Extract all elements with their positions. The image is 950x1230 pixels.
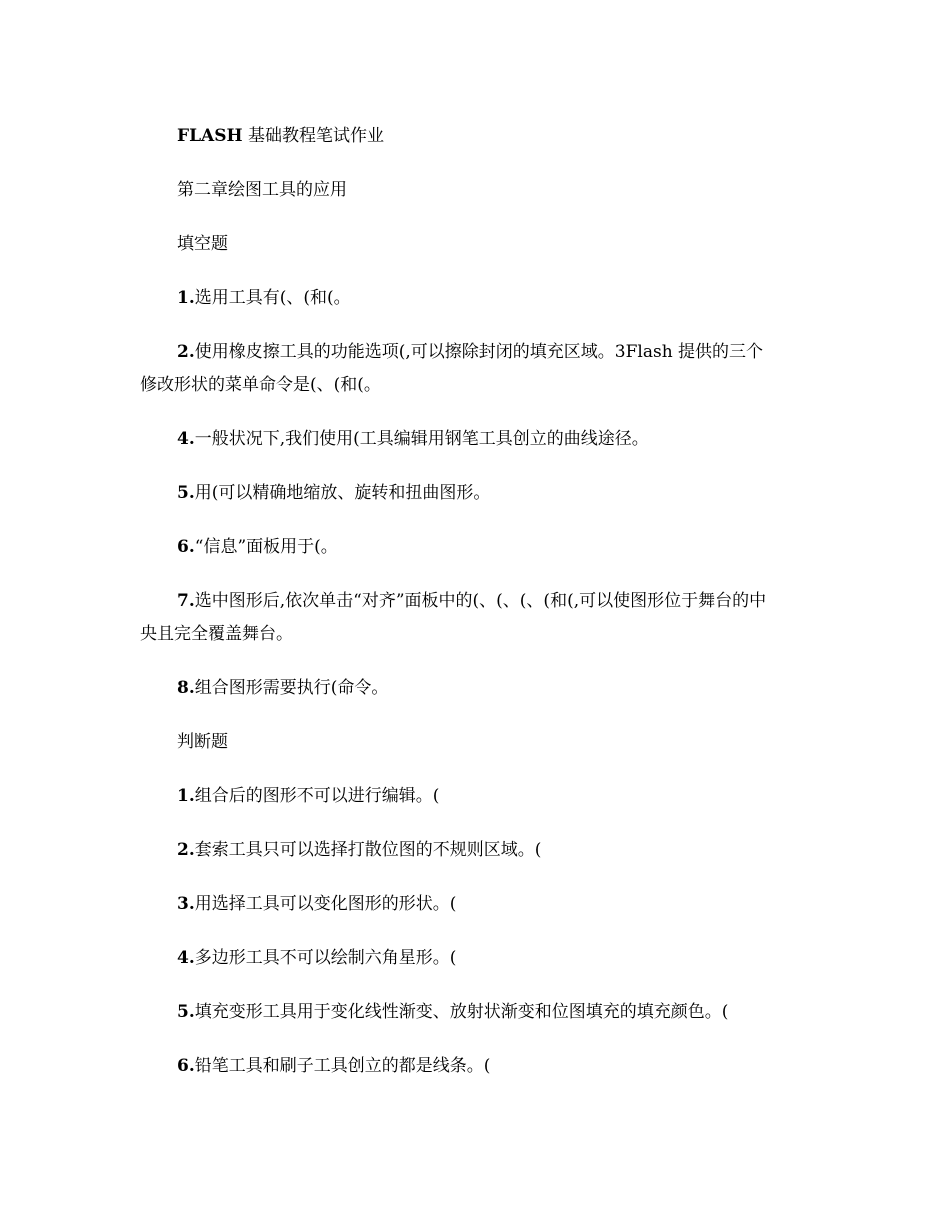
question-text: “信息”面板用于(。: [194, 537, 338, 557]
question-number: 4.: [177, 429, 195, 449]
question-line: [140, 284, 857, 312]
judge-heading: 判断题: [177, 732, 228, 752]
question-number: 6.: [177, 537, 195, 557]
question-text: 用(可以精确地缩放、旋转和扭曲图形。: [194, 483, 491, 503]
question-number: 1.: [177, 786, 195, 806]
question-number: 8.: [177, 678, 195, 698]
question-line: [140, 338, 857, 366]
question-number: 6.: [177, 1056, 195, 1076]
question-line: [140, 587, 857, 615]
title-rest: 基础教程笔试作业: [242, 126, 384, 146]
question-line-continued: [140, 371, 820, 399]
title-bold: FLASH: [177, 126, 243, 146]
question-line-continued: [140, 620, 820, 648]
question-number: 2.: [177, 840, 195, 860]
question-text: 央且完全覆盖舞台。: [140, 624, 293, 644]
question-text: 组合后的图形不可以进行编辑。(: [194, 786, 440, 806]
question-number: 5.: [177, 483, 195, 503]
question-text: 修改形状的菜单命令是(、(和(。: [140, 375, 381, 395]
question-number: 2.: [177, 342, 195, 362]
question-line: [140, 890, 857, 918]
question-number: 1.: [177, 288, 195, 308]
question-line: [140, 479, 857, 507]
fill-blank-heading: 填空题: [177, 234, 228, 254]
question-text: 选中图形后,依次单击“对齐”面板中的(、(、(、(和(,可以使图形位于舞台的中: [194, 591, 767, 611]
question-number: 7.: [177, 591, 195, 611]
question-line: [140, 674, 857, 702]
question-line: [140, 533, 857, 561]
question-text: 套索工具只可以选择打散位图的不规则区域。(: [194, 840, 542, 860]
question-text: 组合图形需要执行(命令。: [194, 678, 389, 698]
question-number: 3.: [177, 894, 195, 914]
question-text: 选用工具有(、(和(。: [194, 288, 351, 308]
question-text: 铅笔工具和刷子工具创立的都是线条。(: [194, 1056, 491, 1076]
question-line: [140, 425, 857, 453]
question-text: 用选择工具可以变化图形的形状。(: [194, 894, 457, 914]
question-line: [140, 782, 857, 810]
chapter-heading: 第二章绘图工具的应用: [177, 180, 347, 200]
question-line: [140, 944, 857, 972]
question-line: [140, 836, 857, 864]
document-title: [140, 122, 857, 150]
question-number: 4.: [177, 948, 195, 968]
question-text: 一般状况下,我们使用(工具编辑用钢笔工具创立的曲线途径。: [194, 429, 649, 449]
question-text: 填充变形工具用于变化线性渐变、放射状渐变和位图填充的填充颜色。(: [194, 1002, 729, 1022]
question-text: 使用橡皮擦工具的功能选项(,可以擦除封闭的填充区域。3Flash 提供的三个: [194, 342, 764, 362]
question-line: [140, 998, 857, 1026]
question-text: 多边形工具不可以绘制六角星形。(: [194, 948, 457, 968]
question-number: 5.: [177, 1002, 195, 1022]
question-line: [140, 1052, 857, 1080]
